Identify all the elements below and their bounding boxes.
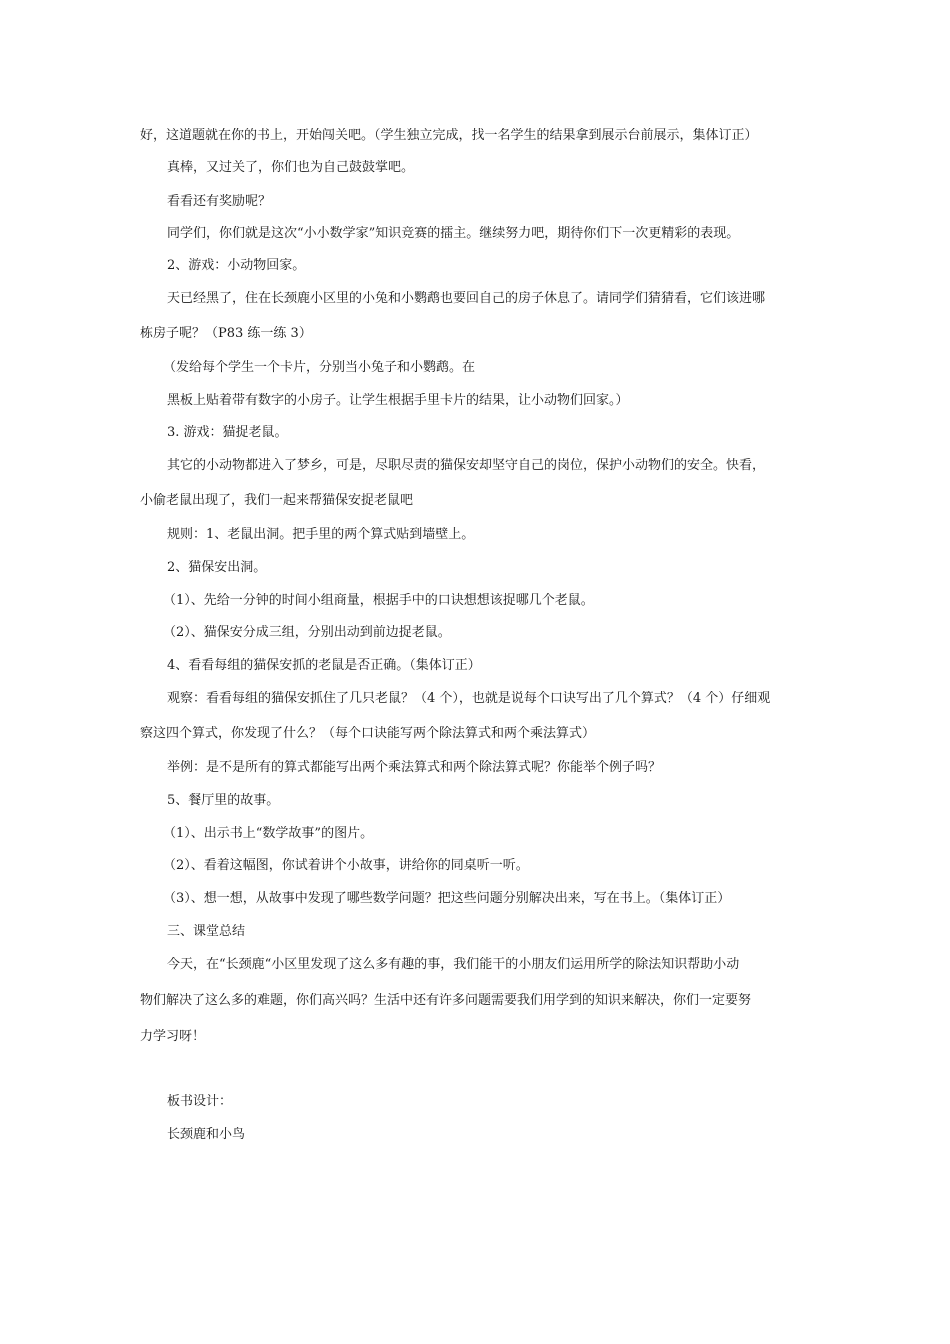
- paragraph-line: 其它的小动物都进入了梦乡，可是，尽职尽责的猫保安却坚守自己的岗位，保护小动物们的安全。快看，: [167, 458, 766, 473]
- paragraph-line: （1）、出示书上“数学故事”的图片。: [163, 826, 374, 841]
- paragraph-line: 真棒，又过关了，你们也为自己鼓鼓掌吧。: [167, 160, 415, 175]
- section-heading: 3. 游戏：猫捉老鼠。: [167, 425, 288, 440]
- paragraph-line: 看看还有奖励呢？: [167, 194, 272, 209]
- paragraph-line: 察这四个算式，你发现了什么？（每个口诀能写两个除法算式和两个乘法算式）: [140, 726, 596, 741]
- paragraph-line: 小偷老鼠出现了，我们一起来帮猫保安捉老鼠吧: [140, 493, 414, 508]
- paragraph-line: 今天，在“长颈鹿“小区里发现了这么多有趣的事，我们能干的小朋友们运用所学的除法知识帮助小动: [167, 957, 740, 972]
- section-heading: 三、课堂总结: [167, 924, 246, 939]
- paragraph-line: 力学习呀！: [140, 1029, 206, 1044]
- paragraph-line: （2）、看着这幅图，你试着讲个小故事，讲给你的同桌听一听。: [163, 858, 529, 873]
- paragraph-line: （1）、先给一分钟的时间小组商量，根据手中的口诀想想该捉哪几个老鼠。: [163, 593, 594, 608]
- paragraph-line: 观察：看看每组的猫保安抓住了几只老鼠？（4 个），也就是说每个口诀写出了几个算式？（4 个）仔细观: [167, 691, 771, 706]
- paragraph-line: 举例：是不是所有的算式都能写出两个乘法算式和两个除法算式呢？你能举个例子吗？: [167, 760, 662, 775]
- paragraph-line: 4、看看每组的猫保安抓的老鼠是否正确。（集体订正）: [167, 658, 481, 673]
- paragraph-line: 同学们，你们就是这次“小小数学家”知识竞赛的擂主。继续努力吧，期待你们下一次更精彩的表现。: [167, 226, 740, 241]
- paragraph-line: 天已经黑了，住在长颈鹿小区里的小兔和小鹦鹉也要回自己的房子休息了。请同学们猜猜看，它们该进哪: [167, 291, 766, 306]
- paragraph-line: 物们解决了这么多的难题，你们高兴吗？生活中还有许多问题需要我们用学到的知识来解决，你们一定要努: [140, 993, 752, 1008]
- paragraph-line: （2）、猫保安分成三组，分别出动到前边捉老鼠。: [163, 625, 451, 640]
- paragraph-line: （发给每个学生一个卡片，分别当小兔子和小鹦鹉。在: [163, 360, 476, 375]
- paragraph-line: 2、猫保安出洞。: [167, 560, 267, 575]
- paragraph-line: （3）、想一想，从故事中发现了哪些数学问题？把这些问题分别解决出来，写在书上。（集体订正）: [163, 891, 731, 906]
- section-heading: 板书设计：: [167, 1094, 233, 1109]
- section-heading: 5、餐厅里的故事。: [167, 793, 280, 808]
- section-heading: 2、游戏：小动物回家。: [167, 258, 306, 273]
- paragraph-line: 栋房子呢？（P83 练一练 3）: [140, 326, 312, 341]
- paragraph-line: 黑板上贴着带有数字的小房子。让学生根据手里卡片的结果，让小动物们回家。）: [167, 393, 629, 408]
- paragraph-line: 好，这道题就在你的书上，开始闯关吧。（学生独立完成，找一名学生的结果拿到展示台前展示，集体订正）: [140, 128, 758, 143]
- board-title: 长颈鹿和小鸟: [167, 1127, 246, 1142]
- paragraph-line: 规则：1、老鼠出洞。把手里的两个算式贴到墙壁上。: [167, 527, 475, 542]
